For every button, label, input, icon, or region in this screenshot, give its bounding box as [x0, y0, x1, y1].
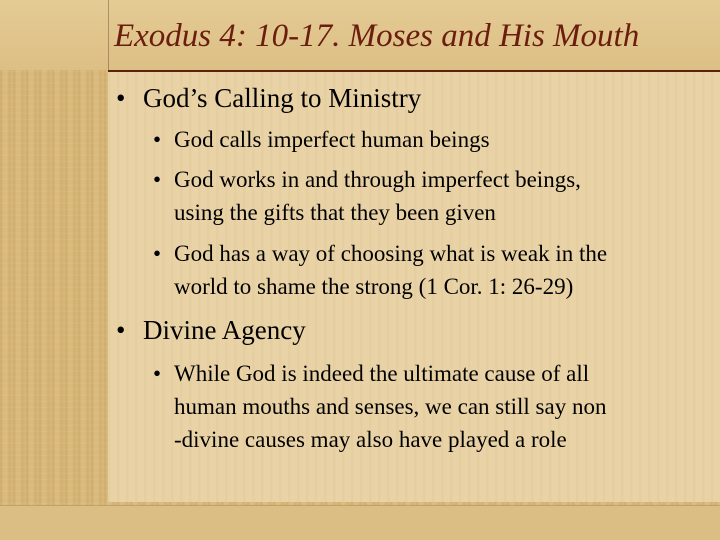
bullet-dot: •: [116, 315, 126, 345]
sub-bullet-line: -divine causes may also have played a role: [174, 427, 567, 452]
section-heading-text: Divine Agency: [143, 315, 306, 345]
sub-bullet-line: world to shame the strong (1 Cor. 1: 26-29): [174, 274, 574, 299]
bullet-dot: •: [153, 127, 162, 152]
sub-bullet-line: human mouths and senses, we can still say non: [174, 394, 607, 419]
sub-bullet-line: God has a way of choosing what is weak in the: [174, 241, 608, 266]
slide-title: Exodus 4: 10-17. Moses and His Mouth: [114, 18, 640, 54]
bullet-dot: •: [153, 361, 162, 386]
sub-bullet-line: using the gifts that they been given: [174, 200, 496, 225]
section-heading-text: God’s Calling to Ministry: [143, 83, 422, 113]
sub-bullet-line: God calls imperfect human beings: [174, 127, 490, 152]
bullet-dot: •: [153, 167, 162, 192]
sub-bullet-line: God works in and through imperfect beings,: [174, 167, 581, 192]
sub-bullet-line: While God is indeed the ultimate cause of all: [174, 361, 590, 386]
bullet-dot: •: [153, 241, 162, 266]
bullet-dot: •: [116, 83, 126, 113]
